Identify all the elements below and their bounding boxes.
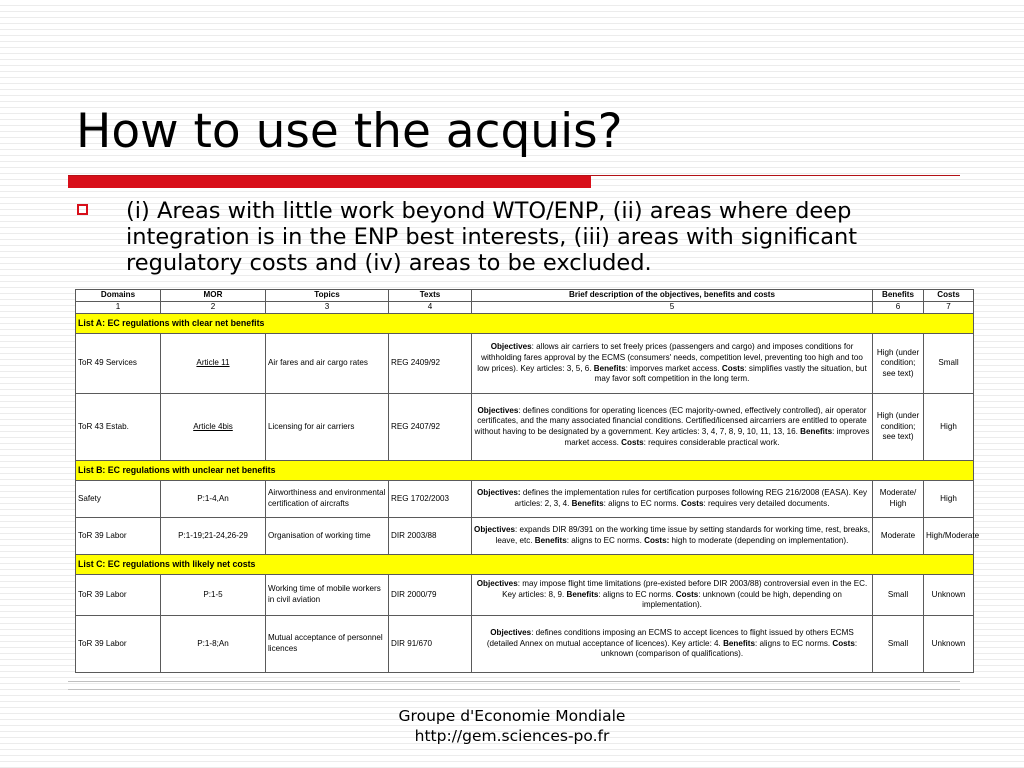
costs-cell: Unknown <box>924 616 974 673</box>
costs-label: Costs <box>621 437 644 447</box>
section-row <box>76 555 974 575</box>
costs-text: : requires very detailed documents. <box>703 499 830 508</box>
benefits-label: Benefits <box>571 499 604 508</box>
slide-title: How to use the acquis? <box>76 104 623 159</box>
objectives-text: : defines conditions for operating licences (EC majority-owned, effectively controlled), air operator certificates, and the many associated financial conditions. Certified/licensed aircarriers are entitled to operate without having to be designated by a government. Key articles: 3, 4, 7, 8, 9, 10, 11, 13, 16. <box>474 405 867 436</box>
section-row <box>76 314 974 334</box>
header-cell: Topics <box>266 290 389 302</box>
table-row <box>76 518 974 555</box>
description-cell <box>472 394 873 461</box>
objectives-text: : defines conditions imposing an ECMS to accept licences to flight issued by others ECMS (detailed Annex on mutual acceptance of licences). Key article: 4. <box>486 628 854 648</box>
topic-cell: Working time of mobile workers in civil aviation <box>266 575 389 616</box>
column-number: 6 <box>873 302 924 314</box>
benefits-cell: Small <box>873 616 924 673</box>
column-number: 5 <box>472 302 873 314</box>
costs-text: : unknown (comparison of qualifications). <box>600 638 858 659</box>
objectives-label: Objectives <box>476 579 518 589</box>
table-row <box>76 616 974 673</box>
table-row <box>76 575 974 616</box>
table-header-row <box>76 290 974 302</box>
acquis-table <box>75 289 980 673</box>
benefits-label: Benefits <box>566 589 599 599</box>
benefits-label: Benefits <box>723 638 755 648</box>
header-cell: Domains <box>76 290 161 302</box>
footer-url[interactable]: http://gem.sciences-po.fr <box>414 727 610 745</box>
description-cell <box>472 518 873 555</box>
objectives-label: Objectives <box>490 342 532 352</box>
mor-cell: P:1-8;An <box>161 616 266 673</box>
benefits-label: Benefits <box>534 536 567 545</box>
costs-text: high to moderate (depending on implementation). <box>669 536 849 545</box>
domain-cell: ToR 39 Labor <box>76 616 161 673</box>
footer-divider <box>68 681 960 682</box>
benefits-text: : aligns to EC norms. <box>755 638 833 648</box>
column-number: 2 <box>161 302 266 314</box>
header-cell: Costs <box>924 290 974 302</box>
benefits-text: : aligns to EC norms. <box>603 499 681 508</box>
topic-cell: Air fares and air cargo rates <box>266 334 389 394</box>
benefits-cell: High (under condition; see text) <box>873 394 924 461</box>
text-cell: DIR 91/670 <box>389 616 472 673</box>
mor-link[interactable]: Article 11 <box>196 358 230 368</box>
footer <box>312 706 712 746</box>
header-cell: Brief description of the objectives, benefits and costs <box>472 290 873 302</box>
column-number: 1 <box>76 302 161 314</box>
objectives-label: Objectives <box>490 628 532 638</box>
table-row <box>76 394 974 461</box>
costs-cell: High <box>924 394 974 461</box>
domain-cell: ToR 43 Estab. <box>76 394 161 461</box>
costs-cell: High <box>924 481 974 518</box>
objectives-label: Objectives: <box>476 488 521 498</box>
text-cell: REG 1702/2003 <box>389 481 472 518</box>
objectives-text: : expands DIR 89/391 on the working time issue by setting standards for working time, rest, breaks, leave, etc. <box>495 525 870 545</box>
costs-cell: High/Moderate <box>924 518 974 555</box>
text-cell: DIR 2000/79 <box>389 575 472 616</box>
benefits-cell: Small <box>873 575 924 616</box>
title-underline-red <box>68 176 591 188</box>
costs-label: Costs <box>675 589 699 599</box>
objectives-text: : allows air carriers to set freely prices (passengers and cargo) and imposes conditions for withholding fares approval by the ECMS (consumers' needs, competition level, preventing too high and too low prices). Key articles: 3, 5, 6. <box>477 342 863 373</box>
costs-text: : unknown (could be high, depending on implementation). <box>642 589 842 610</box>
topic-cell: Organisation of working time <box>266 518 389 555</box>
benefits-cell: High (under condition; see text) <box>873 334 924 394</box>
mor-cell: P:1-19;21-24,26-29 <box>161 518 266 555</box>
costs-label: Costs <box>721 363 745 373</box>
description-cell <box>472 334 873 394</box>
costs-label: Costs <box>832 638 855 648</box>
acquis-table-container <box>75 289 980 673</box>
mor-cell: P:1-5 <box>161 575 266 616</box>
description-cell <box>472 481 873 518</box>
objectives-text: : may impose flight time limitations (pre-existed before DIR 2003/88) controversial even in the EC. Key articles: 8, 9. <box>502 579 868 599</box>
text-cell: REG 2409/92 <box>389 334 472 394</box>
text-cell: DIR 2003/88 <box>389 518 472 555</box>
table-number-row <box>76 302 974 314</box>
footer-organization: Groupe d'Economie Mondiale <box>398 707 626 725</box>
benefits-cell: Moderate/ High <box>873 481 924 518</box>
section-row <box>76 461 974 481</box>
domain-cell: ToR 39 Labor <box>76 518 161 555</box>
topic-cell: Mutual acceptance of personnel licences <box>266 616 389 673</box>
benefits-cell: Moderate <box>873 518 924 555</box>
description-cell <box>472 616 873 673</box>
benefits-text: : aligns to EC norms. <box>566 536 645 545</box>
table-row <box>76 481 974 518</box>
domain-cell: ToR 49 Services <box>76 334 161 394</box>
column-number: 3 <box>266 302 389 314</box>
objectives-label: Objectives <box>474 525 515 535</box>
costs-label: Costs: <box>644 536 670 545</box>
objectives-text: defines the implementation rules for certification purposes following REG 216/2008 (EASA). Key articles: 2, 3, 4. <box>514 488 868 508</box>
mor-cell: P:1-4,An <box>161 481 266 518</box>
section-title: List C: EC regulations with likely net costs <box>76 555 974 575</box>
mor-link[interactable]: Article 4bis <box>193 421 233 431</box>
costs-cell: Small <box>924 334 974 394</box>
mor-cell <box>161 394 266 461</box>
benefits-label: Benefits <box>800 427 833 436</box>
costs-cell: Unknown <box>924 575 974 616</box>
bullet-text: (i) Areas with little work beyond WTO/ENP, (ii) areas where deep integration is in the ENP best interests, (iii) areas with significant regulatory costs and (iv) areas to be excluded. <box>126 198 858 276</box>
objectives-label: Objectives <box>477 405 519 415</box>
costs-text: : requires considerable practical work. <box>643 437 780 447</box>
benefits-text: : imporves market access. <box>625 363 722 373</box>
header-cell: Benefits <box>873 290 924 302</box>
mor-cell <box>161 334 266 394</box>
benefits-text: : aligns to EC norms. <box>598 589 676 599</box>
column-number: 7 <box>924 302 974 314</box>
domain-cell: Safety <box>76 481 161 518</box>
costs-label: Costs <box>680 499 704 508</box>
footer-divider <box>68 689 960 690</box>
benefits-label: Benefits <box>593 363 626 373</box>
costs-text: : simplifies vastly the situation, but may favor soft competition in the long term. <box>594 363 867 384</box>
square-bullet-icon <box>77 204 88 215</box>
section-title: List B: EC regulations with unclear net benefits <box>76 461 974 481</box>
domain-cell: ToR 39 Labor <box>76 575 161 616</box>
section-title: List A: EC regulations with clear net benefits <box>76 314 974 334</box>
description-cell <box>472 575 873 616</box>
table-row <box>76 334 974 394</box>
benefits-text: : improves market access. <box>564 427 870 447</box>
topic-cell: Licensing for air carriers <box>266 394 389 461</box>
text-cell: REG 2407/92 <box>389 394 472 461</box>
column-number: 4 <box>389 302 472 314</box>
header-cell: Texts <box>389 290 472 302</box>
topic-cell: Airworthiness and environmental certification of aircrafts <box>266 481 389 518</box>
header-cell: MOR <box>161 290 266 302</box>
